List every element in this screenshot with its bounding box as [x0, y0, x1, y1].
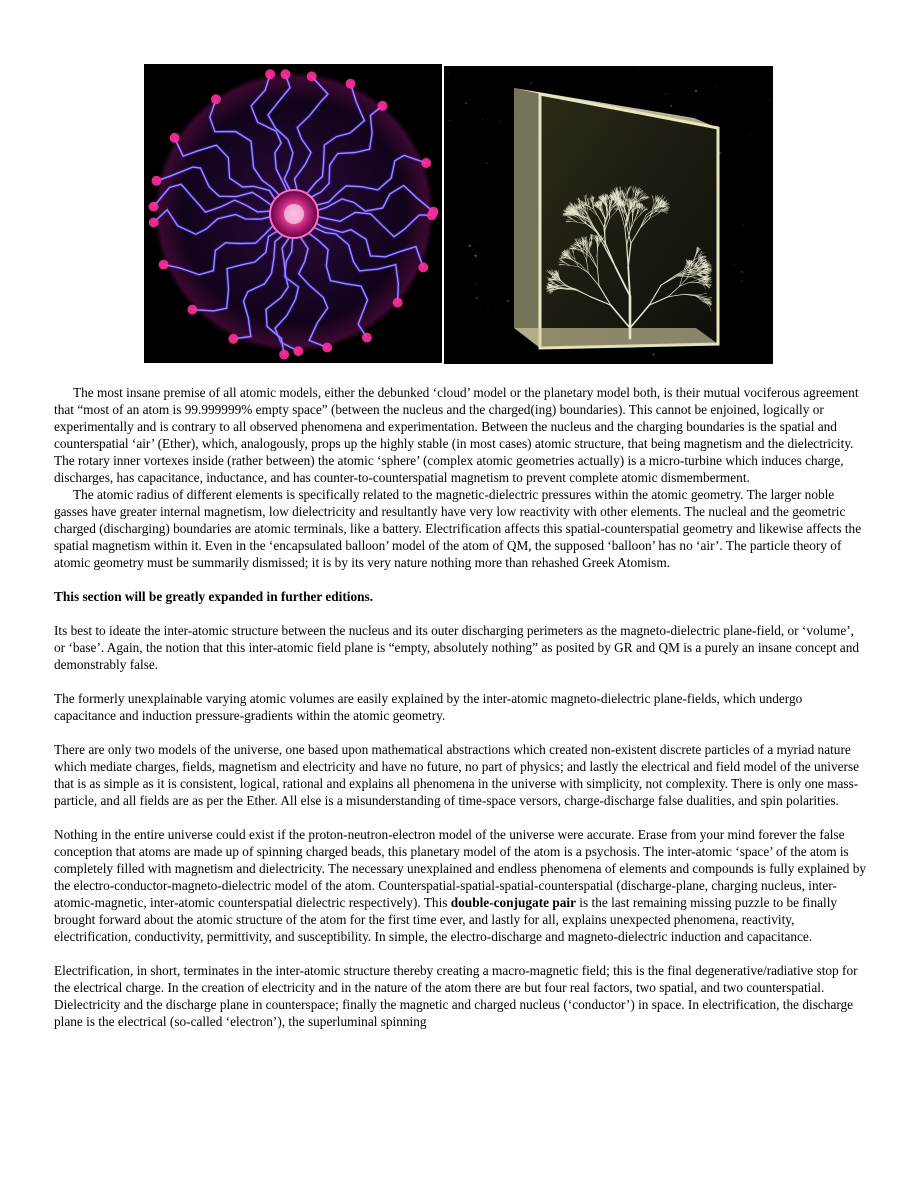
paragraph-7-start: Nothing in the entire universe could exist if the proton-neutron-electron model of the universe were accurate. Erase from your mind forever the false conception that atoms are made up of spinning charged beads, this planetary model of the atom is a psychosis. The inter-atomic ‘space’ of the atom is completely filled with magnetism and dielectricity. The necessary unexplained and endless phenomena of elements and compounds is fully explained by the electro-conductor-magneto-dielectric model of the atom. Counterspatial-spatial-spatial-counterspatial (discharge-plane, charging nucleus, inter-atomic-magnetic, inter-atomic counterspatial dielectric respectively). This	[54, 827, 866, 910]
body-text	[54, 384, 866, 1030]
lichtenberg-block-image	[444, 66, 773, 364]
paragraph-4: Its best to ideate the inter-atomic structure between the nucleus and its outer discharging perimeters as the magneto-dielectric plane-field, or ‘volume’, or ‘base’. Again, the notion that this inter-atomic field plane is “empty, absolutely nothing” as posited by GR and QM is a purely an insane concept and demonstrably false.	[54, 623, 859, 672]
paragraph-1: The most insane premise of all atomic models, either the debunked ‘cloud’ model or the planetary model both, is their mutual vociferous agreement that “most of an atom is 99.999999% empty space” (between the nucleus and the charged(ing) boundaries). This cannot be enjoined, logically or experimentally and is contrary to all observed phenomena and experimentation. Between the nucleus and the charging boundaries is the spatial and counterspatial ‘air’ (Ether), which, analogously, props up the highly stable (in most cases) atomic structure, that being magnetism and the dielectricity. The rotary inner vortexes inside (rather between) the atomic ‘sphere’ (complex atomic geometries actually) is a micro-turbine which induces charge, discharges, has capacitance, inductance, and has counter-to-counterspatial magnetism to prevent complete atomic dismemberment.	[54, 385, 859, 485]
paragraph-2: The atomic radius of different elements is specifically related to the magnetic-dielectric pressures within the atomic geometry. The larger noble gasses have greater internal magnetism, low dielectricity and resultantly have very low reactivity with other elements. The nucleal and the geometric charged (discharging) boundaries are atomic terminals, like a battery. Electrification affects this spatial-counterspatial geometry and likewise affects the spatial magnetism within it. Even in the ‘encapsulated balloon’ model of the atom of QM, the supposed ‘balloon’ has no ‘air’. The particle theory of atomic geometry must be summarily dismissed; it is by its very nature nothing more than rehashed Greek Atomism.	[54, 487, 862, 570]
paragraph-7-emphasis: double-conjugate pair	[450, 895, 576, 910]
plasma-globe-photo-icon	[144, 64, 442, 363]
paragraph-6: There are only two models of the universe, one based upon mathematical abstractions which created non-existent discrete particles of a myriad nature which mediate charges, fields, magnetism and electricity and have no future, no part of physics; and lastly the electrical and field model of the universe that is as simple as it is consistent, logical, rational and explains all phenomena in the universe with simplicity, not complexity. There is only one mass-particle, and all fields are as per the Ether. All else is a misunderstanding of time-space versors, charge-discharge false dualities, and spin polarities.	[54, 742, 860, 808]
plasma-globe-image	[144, 64, 442, 363]
paragraph-7	[54, 826, 866, 945]
paragraph-8: Electrification, in short, terminates in the inter-atomic structure thereby creating a macro-magnetic field; this is the final degenerative/radiative stop for the electrical charge. In the creation of electricity and in the nature of the atom there are but four real factors, two spatial, and two counterspatial. Dielectricity and the discharge plane in counterspace; finally the magnetic and charged nucleus (‘conductor’) in space. In electrification, the discharge plane is the electrical (so-called ‘electron’), the superluminal spinning	[54, 963, 858, 1029]
lichtenberg-figure-photo-icon	[444, 66, 773, 364]
paragraph-3-note	[54, 588, 866, 605]
expansion-note: This section will be greatly expanded in further editions.	[54, 589, 374, 604]
paragraph-7-end: is the last remaining missing puzzle to be finally brought forward about the atomic structure of the atom for the first time ever, and lastly for all, explains unexpected phenomena, reactivity, electrification, conductivity, permittivity, and susceptibility. In simple, the electro-discharge and magneto-dielectric induction and capacitance.	[54, 895, 838, 944]
paragraph-5: The formerly unexplainable varying atomic volumes are easily explained by the inter-atomic magneto-dielectric plane-fields, which undergo capacitance and induction pressure-gradients within the atomic geometry.	[54, 691, 803, 723]
